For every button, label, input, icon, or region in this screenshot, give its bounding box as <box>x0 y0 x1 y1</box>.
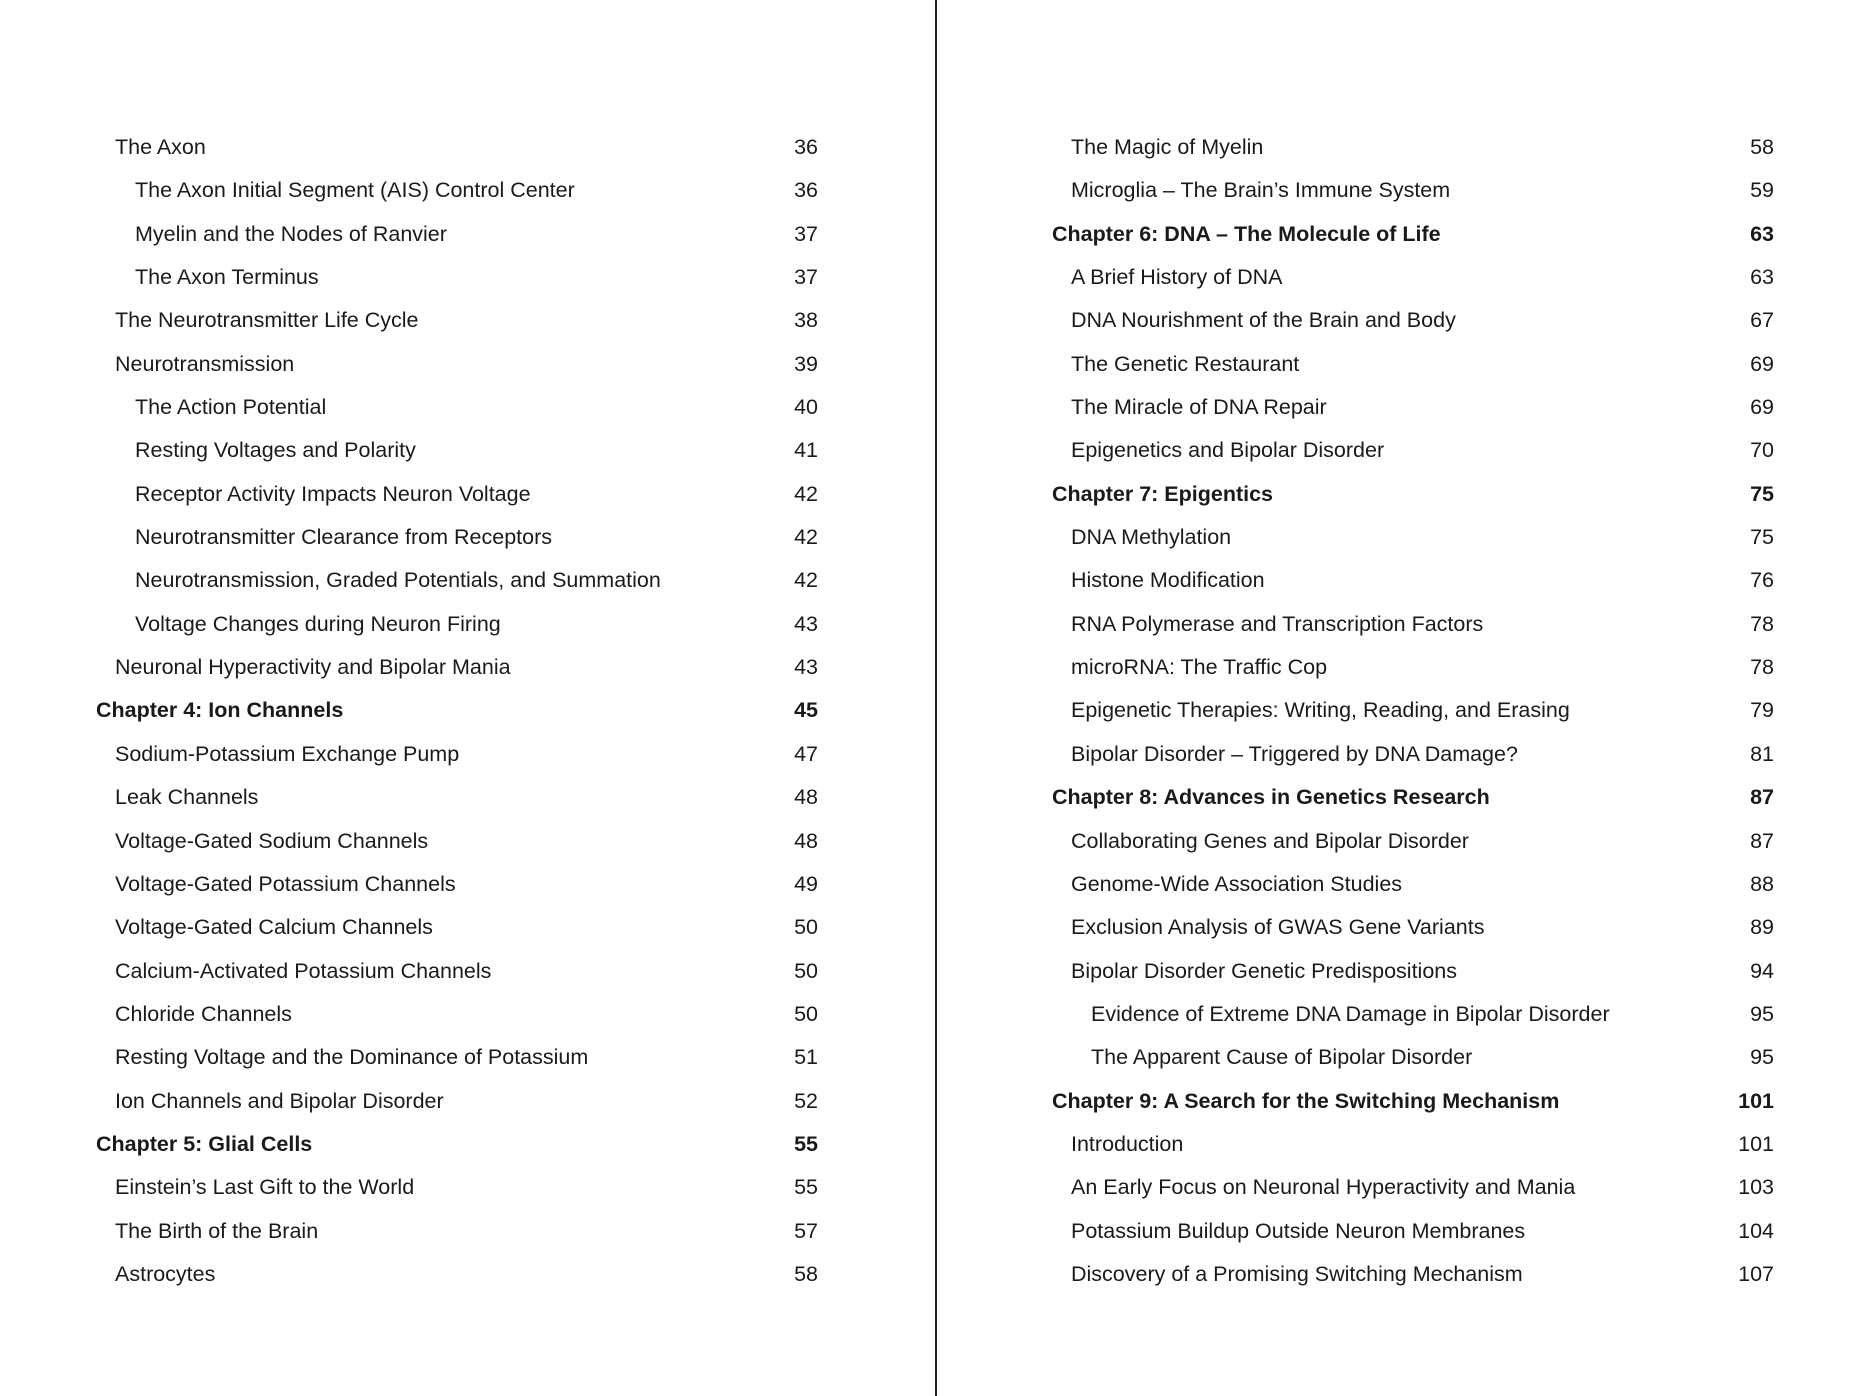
toc-entry-page-number: 55 <box>794 1131 818 1156</box>
toc-section-entry[interactable] <box>96 126 818 169</box>
toc-entry-page-number: 95 <box>1750 1045 1774 1070</box>
toc-section-entry[interactable] <box>1052 1036 1774 1079</box>
toc-entry-page-number: 81 <box>1750 741 1774 766</box>
toc-entry-title: Microglia – The Brain’s Immune System <box>1071 178 1451 203</box>
toc-entry-title: Receptor Activity Impacts Neuron Voltage <box>135 481 531 506</box>
toc-entry-title: Neuronal Hyperactivity and Bipolar Mania <box>115 655 511 680</box>
toc-section-entry[interactable] <box>1052 559 1774 602</box>
toc-entry-title: An Early Focus on Neuronal Hyperactivity and Mania <box>1071 1175 1576 1200</box>
toc-entry-page-number: 42 <box>794 525 818 550</box>
toc-section-entry[interactable] <box>96 733 818 776</box>
toc-section-entry[interactable] <box>1052 429 1774 472</box>
toc-entry-title: Collaborating Genes and Bipolar Disorder <box>1071 828 1469 853</box>
toc-entry-page-number: 52 <box>794 1088 818 1113</box>
toc-entry-page-number: 36 <box>794 135 818 159</box>
toc-entry-title: The Birth of the Brain <box>115 1218 319 1243</box>
toc-entry-page-number: 50 <box>794 1001 818 1026</box>
toc-section-entry[interactable] <box>96 213 818 256</box>
toc-entry-title: The Axon <box>115 135 206 159</box>
toc-section-entry[interactable] <box>1052 1166 1774 1209</box>
toc-section-entry[interactable] <box>96 429 818 472</box>
toc-entry-title: The Axon Initial Segment (AIS) Control Center <box>135 178 575 203</box>
toc-section-entry[interactable] <box>96 1036 818 1079</box>
toc-entry-title: The Action Potential <box>135 395 327 420</box>
toc-entry-page-number: 58 <box>1750 135 1774 159</box>
toc-entry-title: DNA Methylation <box>1071 525 1232 550</box>
toc-chapter-entry[interactable] <box>1052 776 1774 819</box>
toc-entry-page-number: 47 <box>794 741 818 766</box>
toc-entry-page-number: 42 <box>794 481 818 506</box>
right-page <box>1052 126 1774 1296</box>
toc-entry-title: RNA Polymerase and Transcription Factors <box>1071 611 1484 636</box>
toc-entry-page-number: 43 <box>794 655 818 680</box>
toc-section-entry[interactable] <box>96 386 818 429</box>
toc-entry-page-number: 107 <box>1738 1261 1774 1286</box>
toc-entry-page-number: 69 <box>1750 395 1774 420</box>
toc-entry-page-number: 37 <box>794 265 818 290</box>
toc-entry-page-number: 75 <box>1750 525 1774 550</box>
toc-entry-title: Ion Channels and Bipolar Disorder <box>115 1088 444 1113</box>
toc-section-entry[interactable] <box>96 343 818 386</box>
toc-entry-page-number: 76 <box>1750 568 1774 593</box>
toc-entry-title: Neurotransmitter Clearance from Receptors <box>135 525 553 550</box>
toc-section-entry[interactable] <box>96 993 818 1036</box>
toc-section-entry[interactable] <box>1052 169 1774 212</box>
toc-chapter-entry[interactable] <box>1052 213 1774 256</box>
toc-entry-page-number: 37 <box>794 221 818 246</box>
toc-entry-title: Sodium-Potassium Exchange Pump <box>115 741 460 766</box>
toc-entry-page-number: 95 <box>1750 1001 1774 1026</box>
toc-entry-title: Voltage-Gated Sodium Channels <box>115 828 429 853</box>
toc-entry-title: Bipolar Disorder – Triggered by DNA Damage? <box>1071 741 1518 766</box>
toc-section-entry[interactable] <box>1052 603 1774 646</box>
toc-entry-page-number: 94 <box>1750 958 1774 983</box>
toc-entry-title: Exclusion Analysis of GWAS Gene Variants <box>1071 915 1485 940</box>
toc-entry-title: The Magic of Myelin <box>1071 135 1264 159</box>
toc-section-entry[interactable] <box>1052 516 1774 559</box>
toc-section-entry[interactable] <box>96 776 818 819</box>
toc-section-entry[interactable] <box>1052 906 1774 949</box>
toc-entry-page-number: 88 <box>1750 871 1774 896</box>
toc-section-entry[interactable] <box>96 1080 818 1123</box>
toc-entry-title: Chapter 7: Epigentics <box>1052 481 1274 506</box>
toc-section-entry[interactable] <box>96 1166 818 1209</box>
toc-entry-page-number: 48 <box>794 785 818 810</box>
toc-entry-page-number: 87 <box>1750 828 1774 853</box>
toc-entry-page-number: 42 <box>794 568 818 593</box>
toc-section-entry[interactable] <box>1052 1210 1774 1253</box>
toc-entry-title: Chloride Channels <box>115 1001 292 1026</box>
toc-entry-title: The Neurotransmitter Life Cycle <box>115 308 419 333</box>
toc-entry-page-number: 67 <box>1750 308 1774 333</box>
toc-entry-page-number: 63 <box>1750 265 1774 290</box>
toc-entry-title: Neurotransmission <box>115 351 295 376</box>
toc-section-entry[interactable] <box>96 473 818 516</box>
toc-entry-page-number: 51 <box>794 1045 818 1070</box>
toc-section-entry[interactable] <box>1052 863 1774 906</box>
toc-section-entry[interactable] <box>1052 993 1774 1036</box>
toc-chapter-entry[interactable] <box>96 689 818 732</box>
toc-entry-title: Leak Channels <box>115 785 259 810</box>
toc-entry-page-number: 89 <box>1750 915 1774 940</box>
toc-entry-title: Bipolar Disorder Genetic Predispositions <box>1071 958 1457 983</box>
toc-entry-page-number: 104 <box>1738 1218 1774 1243</box>
toc-entry-title: Chapter 4: Ion Channels <box>96 698 344 723</box>
toc-entry-page-number: 70 <box>1750 438 1774 463</box>
left-page <box>96 126 818 1296</box>
toc-section-entry[interactable] <box>1052 386 1774 429</box>
toc-entry-title: Voltage-Gated Potassium Channels <box>115 871 456 896</box>
page-divider <box>935 0 937 1396</box>
toc-entry-page-number: 87 <box>1750 785 1774 810</box>
toc-entry-page-number: 101 <box>1738 1088 1774 1113</box>
toc-section-entry[interactable] <box>96 906 818 949</box>
toc-entry-page-number: 63 <box>1750 221 1774 246</box>
toc-entry-title: Chapter 9: A Search for the Switching Mechanism <box>1052 1088 1560 1113</box>
toc-entry-title: Evidence of Extreme DNA Damage in Bipolar Disorder <box>1091 1001 1610 1026</box>
toc-section-entry[interactable] <box>96 646 818 689</box>
toc-section-entry[interactable] <box>1052 256 1774 299</box>
toc-chapter-entry[interactable] <box>1052 473 1774 516</box>
toc-list-right <box>1052 126 1774 1296</box>
toc-entry-title: Discovery of a Promising Switching Mechanism <box>1071 1261 1523 1286</box>
toc-entry-title: DNA Nourishment of the Brain and Body <box>1071 308 1456 333</box>
toc-section-entry[interactable] <box>1052 733 1774 776</box>
toc-entry-title: Chapter 5: Glial Cells <box>96 1131 313 1156</box>
toc-entry-title: Myelin and the Nodes of Ranvier <box>135 221 447 246</box>
toc-section-entry[interactable] <box>96 603 818 646</box>
toc-section-entry[interactable] <box>96 559 818 602</box>
toc-chapter-entry[interactable] <box>1052 1080 1774 1123</box>
toc-section-entry[interactable] <box>96 516 818 559</box>
toc-entry-title: The Genetic Restaurant <box>1071 351 1300 376</box>
toc-entry-title: Voltage-Gated Calcium Channels <box>115 915 433 940</box>
toc-section-entry[interactable] <box>1052 950 1774 993</box>
toc-section-entry[interactable] <box>1052 343 1774 386</box>
toc-entry-title: Genome-Wide Association Studies <box>1071 871 1403 896</box>
toc-entry-title: The Axon Terminus <box>135 265 319 290</box>
toc-section-entry[interactable] <box>96 256 818 299</box>
toc-entry-title: microRNA: The Traffic Cop <box>1071 655 1328 680</box>
toc-entry-title: Voltage Changes during Neuron Firing <box>135 611 501 636</box>
toc-entry-page-number: 59 <box>1750 178 1774 203</box>
toc-entry-page-number: 49 <box>794 871 818 896</box>
toc-entry-page-number: 41 <box>794 438 818 463</box>
toc-entry-page-number: 79 <box>1750 698 1774 723</box>
toc-section-entry[interactable] <box>1052 689 1774 732</box>
toc-entry-page-number: 50 <box>794 915 818 940</box>
toc-list-left <box>96 126 818 1296</box>
toc-entry-title: Resting Voltage and the Dominance of Potassium <box>115 1045 589 1070</box>
toc-entry-title: Epigenetic Therapies: Writing, Reading, and Erasing <box>1071 698 1570 723</box>
toc-entry-title: The Apparent Cause of Bipolar Disorder <box>1091 1045 1473 1070</box>
toc-entry-page-number: 78 <box>1750 655 1774 680</box>
toc-section-entry[interactable] <box>1052 126 1774 169</box>
toc-entry-title: Potassium Buildup Outside Neuron Membranes <box>1071 1218 1526 1243</box>
toc-section-entry[interactable] <box>1052 1123 1774 1166</box>
toc-entry-page-number: 101 <box>1738 1131 1774 1156</box>
toc-entry-title: Chapter 8: Advances in Genetics Research <box>1052 785 1490 810</box>
toc-entry-title: A Brief History of DNA <box>1071 265 1283 290</box>
toc-entry-page-number: 103 <box>1738 1175 1774 1200</box>
toc-entry-page-number: 55 <box>794 1175 818 1200</box>
toc-entry-page-number: 57 <box>794 1218 818 1243</box>
toc-section-entry[interactable] <box>1052 820 1774 863</box>
toc-section-entry[interactable] <box>1052 1253 1774 1296</box>
toc-entry-title: Einstein’s Last Gift to the World <box>115 1175 415 1200</box>
toc-section-entry[interactable] <box>96 1253 818 1296</box>
toc-entry-page-number: 48 <box>794 828 818 853</box>
toc-entry-title: Histone Modification <box>1071 568 1265 593</box>
toc-entry-page-number: 43 <box>794 611 818 636</box>
toc-entry-title: Neurotransmission, Graded Potentials, and Summation <box>135 568 661 593</box>
toc-entry-title: Astrocytes <box>115 1261 216 1286</box>
toc-entry-page-number: 58 <box>794 1261 818 1286</box>
toc-entry-page-number: 40 <box>794 395 818 420</box>
toc-section-entry[interactable] <box>96 863 818 906</box>
toc-entry-title: Epigenetics and Bipolar Disorder <box>1071 438 1385 463</box>
toc-section-entry[interactable] <box>96 820 818 863</box>
toc-section-entry[interactable] <box>1052 299 1774 342</box>
toc-entry-page-number: 78 <box>1750 611 1774 636</box>
toc-entry-title: Calcium-Activated Potassium Channels <box>115 958 492 983</box>
toc-section-entry[interactable] <box>96 299 818 342</box>
toc-entry-title: Chapter 6: DNA – The Molecule of Life <box>1052 221 1441 246</box>
toc-entry-page-number: 36 <box>794 178 818 203</box>
toc-entry-page-number: 50 <box>794 958 818 983</box>
toc-entry-page-number: 69 <box>1750 351 1774 376</box>
toc-section-entry[interactable] <box>96 169 818 212</box>
toc-entry-page-number: 45 <box>794 698 818 723</box>
toc-section-entry[interactable] <box>96 950 818 993</box>
toc-entry-title: Introduction <box>1071 1131 1184 1156</box>
toc-entry-page-number: 38 <box>794 308 818 333</box>
toc-chapter-entry[interactable] <box>96 1123 818 1166</box>
toc-entry-title: Resting Voltages and Polarity <box>135 438 416 463</box>
toc-entry-title: The Miracle of DNA Repair <box>1071 395 1327 420</box>
toc-section-entry[interactable] <box>96 1210 818 1253</box>
toc-entry-page-number: 75 <box>1750 481 1774 506</box>
toc-entry-page-number: 39 <box>794 351 818 376</box>
toc-section-entry[interactable] <box>1052 646 1774 689</box>
